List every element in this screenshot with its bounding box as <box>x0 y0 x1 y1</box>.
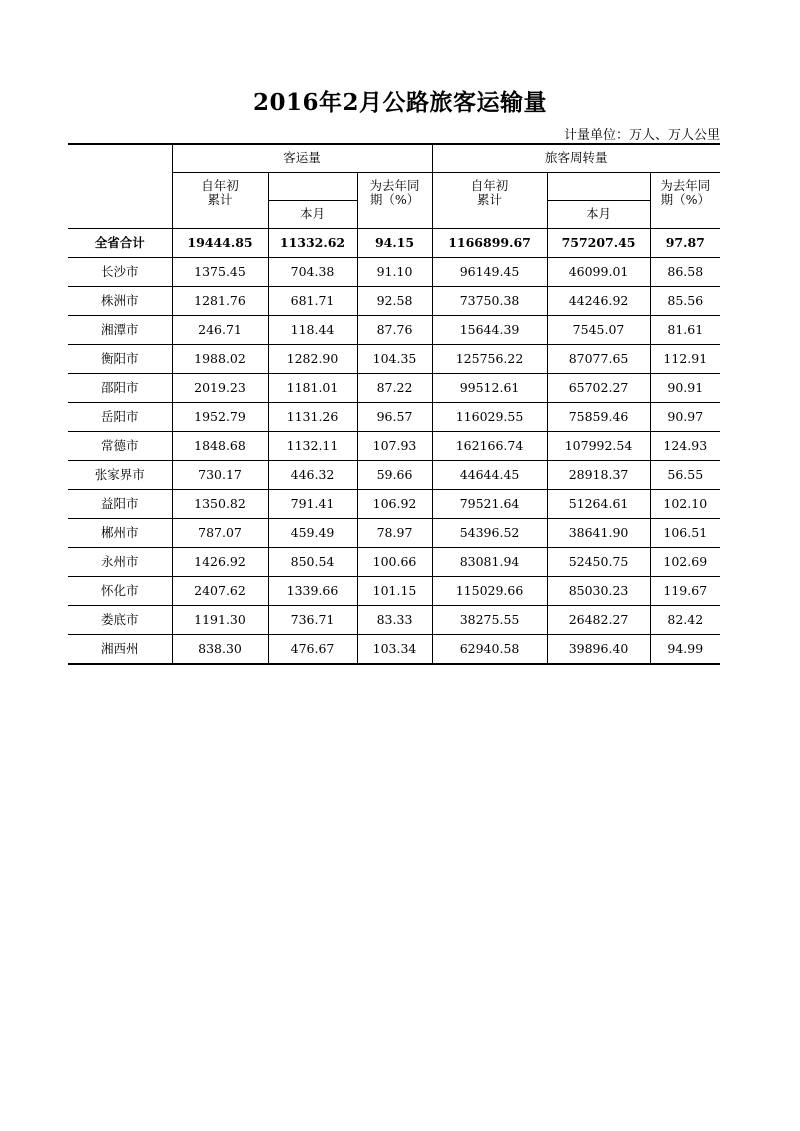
turnover-ytd-cell: 96149.45 <box>432 257 547 286</box>
passenger-yoy-cell: 83.33 <box>357 605 432 634</box>
group-header-turnover: 旅客周转量 <box>432 144 720 172</box>
passenger-ytd-cell: 1952.79 <box>172 402 268 431</box>
region-cell: 湘西州 <box>68 634 172 664</box>
table-row <box>68 315 720 344</box>
turnover-ytd-cell: 38275.55 <box>432 605 547 634</box>
total-turnover-yoy: 97.87 <box>650 228 720 257</box>
passenger-ytd-cell: 1375.45 <box>172 257 268 286</box>
table-row <box>68 286 720 315</box>
total-passenger-ytd: 19444.85 <box>172 228 268 257</box>
region-cell: 长沙市 <box>68 257 172 286</box>
table-row <box>68 431 720 460</box>
passenger-ytd-header-line2: 累计 <box>207 191 233 207</box>
turnover-ytd-cell: 62940.58 <box>432 634 547 664</box>
table-row <box>68 460 720 489</box>
region-cell: 娄底市 <box>68 605 172 634</box>
passenger-month-header: 本月 <box>268 200 357 228</box>
region-cell: 益阳市 <box>68 489 172 518</box>
page-title: 2016年2月公路旅客运输量 <box>252 89 548 116</box>
table-row <box>68 634 720 664</box>
region-cell: 永州市 <box>68 547 172 576</box>
turnover-ytd-header-line2: 累计 <box>477 191 503 207</box>
table-row <box>68 605 720 634</box>
passenger-ytd-cell: 1988.02 <box>172 344 268 373</box>
passenger-month-cell: 1132.11 <box>268 431 357 460</box>
turnover-yoy-header-line1: 为去年同 <box>660 177 711 193</box>
passenger-ytd-cell: 787.07 <box>172 518 268 547</box>
table-row <box>68 402 720 431</box>
total-turnover-ytd: 1166899.67 <box>432 228 547 257</box>
passenger-yoy-cell: 96.57 <box>357 402 432 431</box>
turnover-yoy-cell: 90.91 <box>650 373 720 402</box>
turnover-ytd-cell: 125756.22 <box>432 344 547 373</box>
table-row <box>68 489 720 518</box>
turnover-yoy-cell: 124.93 <box>650 431 720 460</box>
table-row <box>68 257 720 286</box>
passenger-yoy-header-line1: 为去年同 <box>369 177 420 193</box>
passenger-month-cell: 1282.90 <box>268 344 357 373</box>
passenger-yoy-cell: 87.22 <box>357 373 432 402</box>
passenger-yoy-cell: 87.76 <box>357 315 432 344</box>
passenger-ytd-cell: 1281.76 <box>172 286 268 315</box>
turnover-ytd-cell: 44644.45 <box>432 460 547 489</box>
turnover-month-cell: 39896.40 <box>547 634 650 664</box>
turnover-month-cell: 28918.37 <box>547 460 650 489</box>
passenger-ytd-cell: 2407.62 <box>172 576 268 605</box>
passenger-month-cell: 1339.66 <box>268 576 357 605</box>
passenger-ytd-cell: 2019.23 <box>172 373 268 402</box>
table-row <box>68 373 720 402</box>
turnover-yoy-cell: 81.61 <box>650 315 720 344</box>
turnover-ytd-header <box>432 172 547 228</box>
passenger-ytd-cell: 838.30 <box>172 634 268 664</box>
passenger-yoy-cell: 103.34 <box>357 634 432 664</box>
turnover-yoy-cell: 90.97 <box>650 402 720 431</box>
turnover-yoy-cell: 106.51 <box>650 518 720 547</box>
turnover-month-cell: 38641.90 <box>547 518 650 547</box>
passenger-yoy-cell: 92.58 <box>357 286 432 315</box>
total-passenger-yoy: 94.15 <box>357 228 432 257</box>
turnover-month-cell: 26482.27 <box>547 605 650 634</box>
passenger-ytd-cell: 1848.68 <box>172 431 268 460</box>
turnover-month-cell: 51264.61 <box>547 489 650 518</box>
turnover-ytd-cell: 99512.61 <box>432 373 547 402</box>
passenger-month-header-spacer <box>268 172 357 200</box>
passenger-yoy-header-line2: 期（%） <box>369 191 420 207</box>
passenger-ytd-cell: 1426.92 <box>172 547 268 576</box>
region-header-cell <box>68 144 172 228</box>
turnover-yoy-cell: 112.91 <box>650 344 720 373</box>
passenger-ytd-cell: 730.17 <box>172 460 268 489</box>
passenger-yoy-header <box>357 172 432 228</box>
turnover-month-cell: 44246.92 <box>547 286 650 315</box>
turnover-month-cell: 7545.07 <box>547 315 650 344</box>
total-region: 全省合计 <box>68 228 172 257</box>
turnover-yoy-cell: 82.42 <box>650 605 720 634</box>
passenger-month-cell: 736.71 <box>268 605 357 634</box>
unit-note: 计量单位：万人、万人公里 <box>563 128 720 143</box>
turnover-month-cell: 107992.54 <box>547 431 650 460</box>
turnover-ytd-cell: 15644.39 <box>432 315 547 344</box>
turnover-ytd-cell: 162166.74 <box>432 431 547 460</box>
turnover-month-cell: 87077.65 <box>547 344 650 373</box>
table-row <box>68 576 720 605</box>
passenger-ytd-cell: 1191.30 <box>172 605 268 634</box>
passenger-month-cell: 446.32 <box>268 460 357 489</box>
passenger-month-cell: 791.41 <box>268 489 357 518</box>
region-cell: 岳阳市 <box>68 402 172 431</box>
turnover-ytd-cell: 79521.64 <box>432 489 547 518</box>
passenger-month-cell: 704.38 <box>268 257 357 286</box>
passenger-month-cell: 1131.26 <box>268 402 357 431</box>
turnover-ytd-cell: 73750.38 <box>432 286 547 315</box>
passenger-month-cell: 850.54 <box>268 547 357 576</box>
turnover-month-header-spacer <box>547 172 650 200</box>
turnover-ytd-header-line1: 自年初 <box>470 177 509 193</box>
group-header-passenger: 客运量 <box>172 144 432 172</box>
passenger-month-cell: 1181.01 <box>268 373 357 402</box>
turnover-yoy-cell: 85.56 <box>650 286 720 315</box>
turnover-yoy-cell: 119.67 <box>650 576 720 605</box>
turnover-ytd-cell: 83081.94 <box>432 547 547 576</box>
passenger-ytd-cell: 246.71 <box>172 315 268 344</box>
turnover-yoy-header-line2: 期（%） <box>660 191 710 207</box>
passenger-month-cell: 476.67 <box>268 634 357 664</box>
turnover-month-cell: 52450.75 <box>547 547 650 576</box>
total-row <box>68 228 720 257</box>
turnover-ytd-cell: 54396.52 <box>432 518 547 547</box>
turnover-month-cell: 75859.46 <box>547 402 650 431</box>
total-turnover-month: 757207.45 <box>547 228 650 257</box>
passenger-yoy-cell: 104.35 <box>357 344 432 373</box>
turnover-month-cell: 85030.23 <box>547 576 650 605</box>
passenger-ytd-cell: 1350.82 <box>172 489 268 518</box>
passenger-transport-table <box>68 143 720 665</box>
turnover-yoy-cell: 102.69 <box>650 547 720 576</box>
passenger-yoy-cell: 107.93 <box>357 431 432 460</box>
passenger-month-cell: 681.71 <box>268 286 357 315</box>
region-cell: 湘潭市 <box>68 315 172 344</box>
turnover-yoy-cell: 102.10 <box>650 489 720 518</box>
turnover-ytd-cell: 115029.66 <box>432 576 547 605</box>
region-cell: 张家界市 <box>68 460 172 489</box>
region-cell: 邵阳市 <box>68 373 172 402</box>
turnover-yoy-cell: 86.58 <box>650 257 720 286</box>
turnover-ytd-cell: 116029.55 <box>432 402 547 431</box>
region-cell: 郴州市 <box>68 518 172 547</box>
region-cell: 常德市 <box>68 431 172 460</box>
region-cell: 株洲市 <box>68 286 172 315</box>
turnover-yoy-cell: 56.55 <box>650 460 720 489</box>
passenger-yoy-cell: 100.66 <box>357 547 432 576</box>
table-row <box>68 518 720 547</box>
table-row <box>68 344 720 373</box>
turnover-month-header: 本月 <box>547 200 650 228</box>
passenger-yoy-cell: 91.10 <box>357 257 432 286</box>
passenger-yoy-cell: 59.66 <box>357 460 432 489</box>
region-cell: 衡阳市 <box>68 344 172 373</box>
total-passenger-month: 11332.62 <box>268 228 357 257</box>
turnover-yoy-header <box>650 172 720 228</box>
turnover-month-cell: 65702.27 <box>547 373 650 402</box>
turnover-yoy-cell: 94.99 <box>650 634 720 664</box>
region-cell: 怀化市 <box>68 576 172 605</box>
passenger-yoy-cell: 78.97 <box>357 518 432 547</box>
table-row <box>68 547 720 576</box>
passenger-ytd-header <box>172 172 268 228</box>
passenger-month-cell: 459.49 <box>268 518 357 547</box>
passenger-yoy-cell: 106.92 <box>357 489 432 518</box>
passenger-ytd-header-line1: 自年初 <box>201 177 239 193</box>
passenger-yoy-cell: 101.15 <box>357 576 432 605</box>
turnover-month-cell: 46099.01 <box>547 257 650 286</box>
passenger-month-cell: 118.44 <box>268 315 357 344</box>
